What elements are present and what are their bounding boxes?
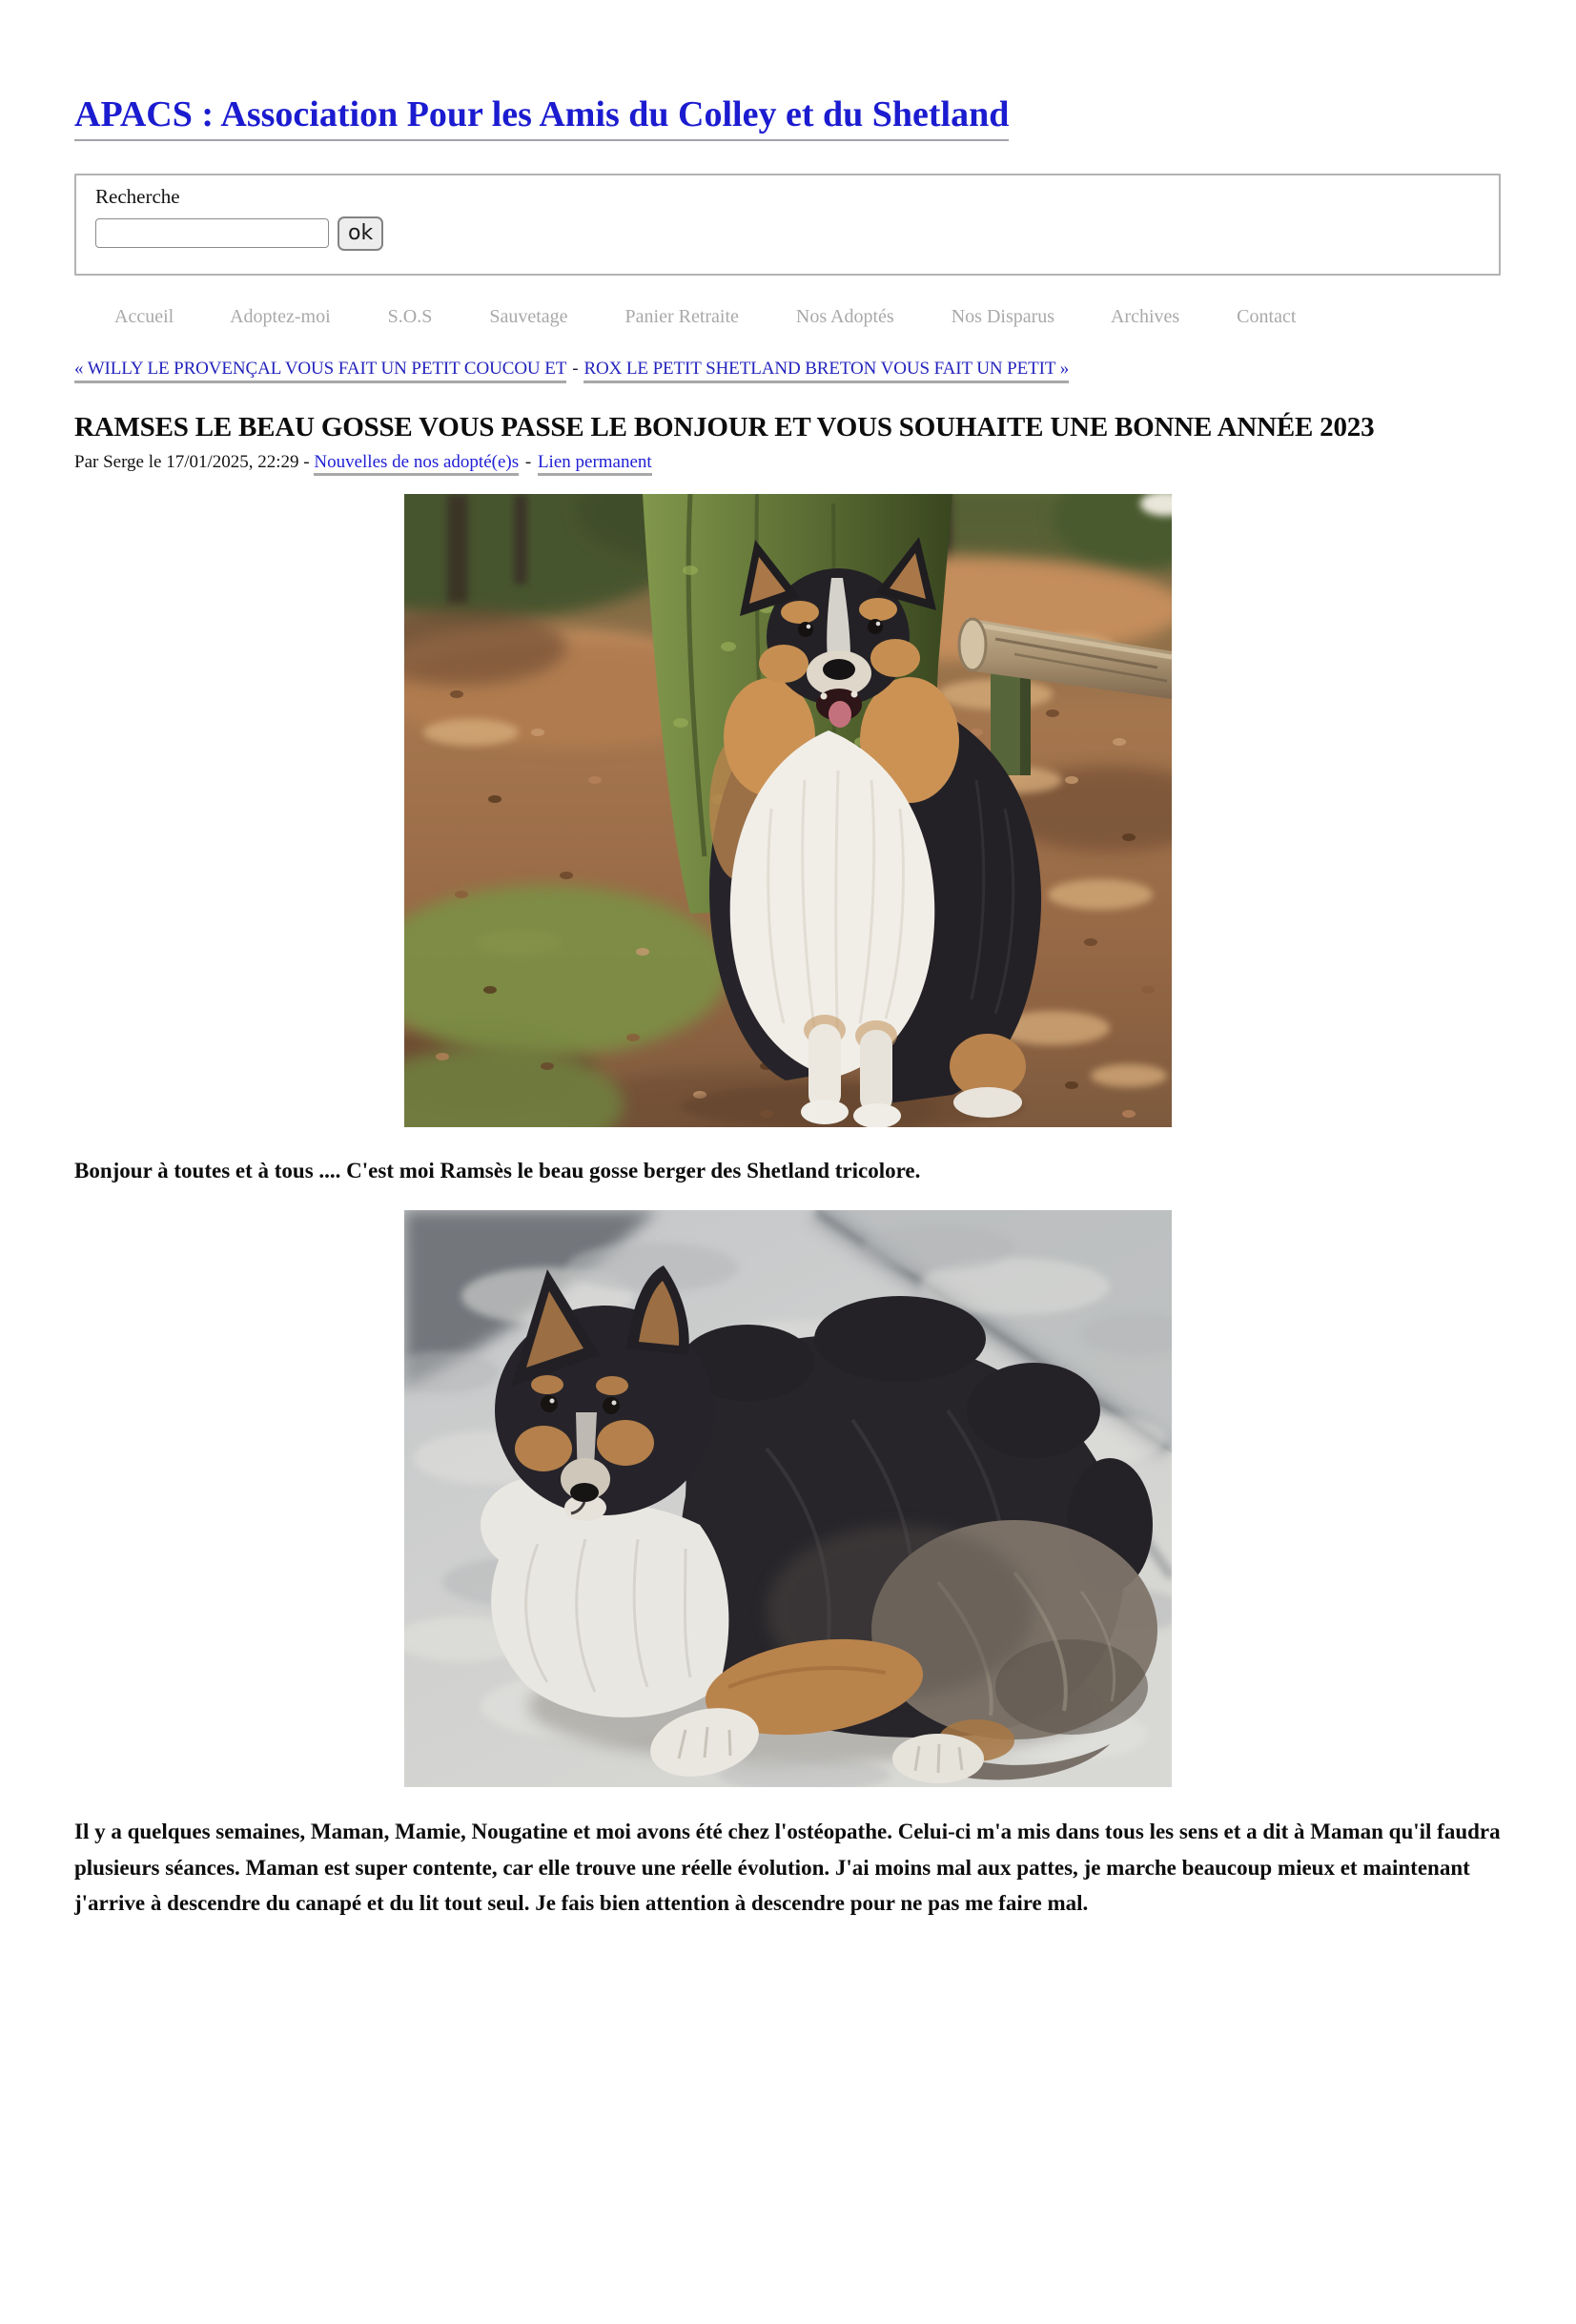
page-content bbox=[0, 95, 1576, 1922]
ramses-blanket-illustration bbox=[404, 1210, 1172, 1787]
post-intro-paragraph: Bonjour à toutes et à tous .... C'est moi Ramsès le beau gosse berger des Shetland tricolore. bbox=[74, 1158, 921, 1183]
next-post-link[interactable]: ROX LE PETIT SHETLAND BRETON VOUS FAIT UN PETIT » bbox=[583, 359, 1069, 383]
post-body-paragraph: Il y a quelques semaines, Maman, Mamie, Nougatine et moi avons été chez l'ostéopathe. Celui-ci m'a mis dans tous les sens et a dit à Maman qu'il faudra plusieurs séances. Maman est super contente, car elle trouve une réelle évolution. J'ai moins mal aux pattes, je marche beaucoup mieux et maintenant j'arrive à descendre du canapé et du lit tout seul. Je fais bien attention à descendre pour ne pas me faire mal. bbox=[74, 1819, 1501, 1916]
post-pagination bbox=[74, 359, 1501, 380]
search-submit-button[interactable]: ok bbox=[338, 216, 383, 251]
nav-item-panier-retraite[interactable]: Panier Retraite bbox=[624, 305, 739, 327]
nav-item-adoptez-moi[interactable]: Adoptez-moi bbox=[230, 305, 331, 327]
post-pagination-separator: - bbox=[572, 358, 579, 379]
byline-author-date: Par Serge le 17/01/2025, 22:29 - bbox=[74, 451, 310, 472]
nav-item-archives[interactable]: Archives bbox=[1110, 305, 1180, 327]
search-input[interactable] bbox=[95, 218, 329, 248]
byline-separator: - bbox=[524, 451, 532, 472]
post-byline bbox=[74, 452, 1501, 473]
site-title-link[interactable]: APACS : Association Pour les Amis du Colley et du Shetland bbox=[74, 95, 1009, 141]
post-title: RAMSES LE BEAU GOSSE VOUS PASSE LE BONJOUR ET VOUS SOUHAITE UNE BONNE ANNÉE 2023 bbox=[74, 411, 1375, 442]
permalink-link[interactable]: Lien permanent bbox=[538, 452, 652, 476]
ramses-forest-illustration bbox=[404, 494, 1172, 1127]
nav-item-sauvetage[interactable]: Sauvetage bbox=[489, 305, 568, 327]
post-photo-ramses-forest bbox=[404, 494, 1172, 1127]
post-photo-ramses-blanket bbox=[404, 1210, 1172, 1787]
category-link[interactable]: Nouvelles de nos adopté(e)s bbox=[314, 452, 519, 476]
main-nav bbox=[74, 306, 1501, 328]
nav-item-nos-disparus[interactable]: Nos Disparus bbox=[951, 305, 1055, 327]
search-row bbox=[95, 216, 1480, 251]
site-header bbox=[74, 95, 1501, 141]
previous-post-link[interactable]: « WILLY LE PROVENÇAL VOUS FAIT UN PETIT COUCOU ET bbox=[74, 359, 566, 383]
nav-item-sos[interactable]: S.O.S bbox=[387, 305, 433, 327]
search-label: Recherche bbox=[95, 184, 180, 208]
nav-item-nos-adoptes[interactable]: Nos Adoptés bbox=[795, 305, 894, 327]
nav-item-contact[interactable]: Contact bbox=[1237, 305, 1297, 327]
search-panel bbox=[74, 174, 1501, 276]
nav-item-accueil[interactable]: Accueil bbox=[114, 305, 174, 327]
